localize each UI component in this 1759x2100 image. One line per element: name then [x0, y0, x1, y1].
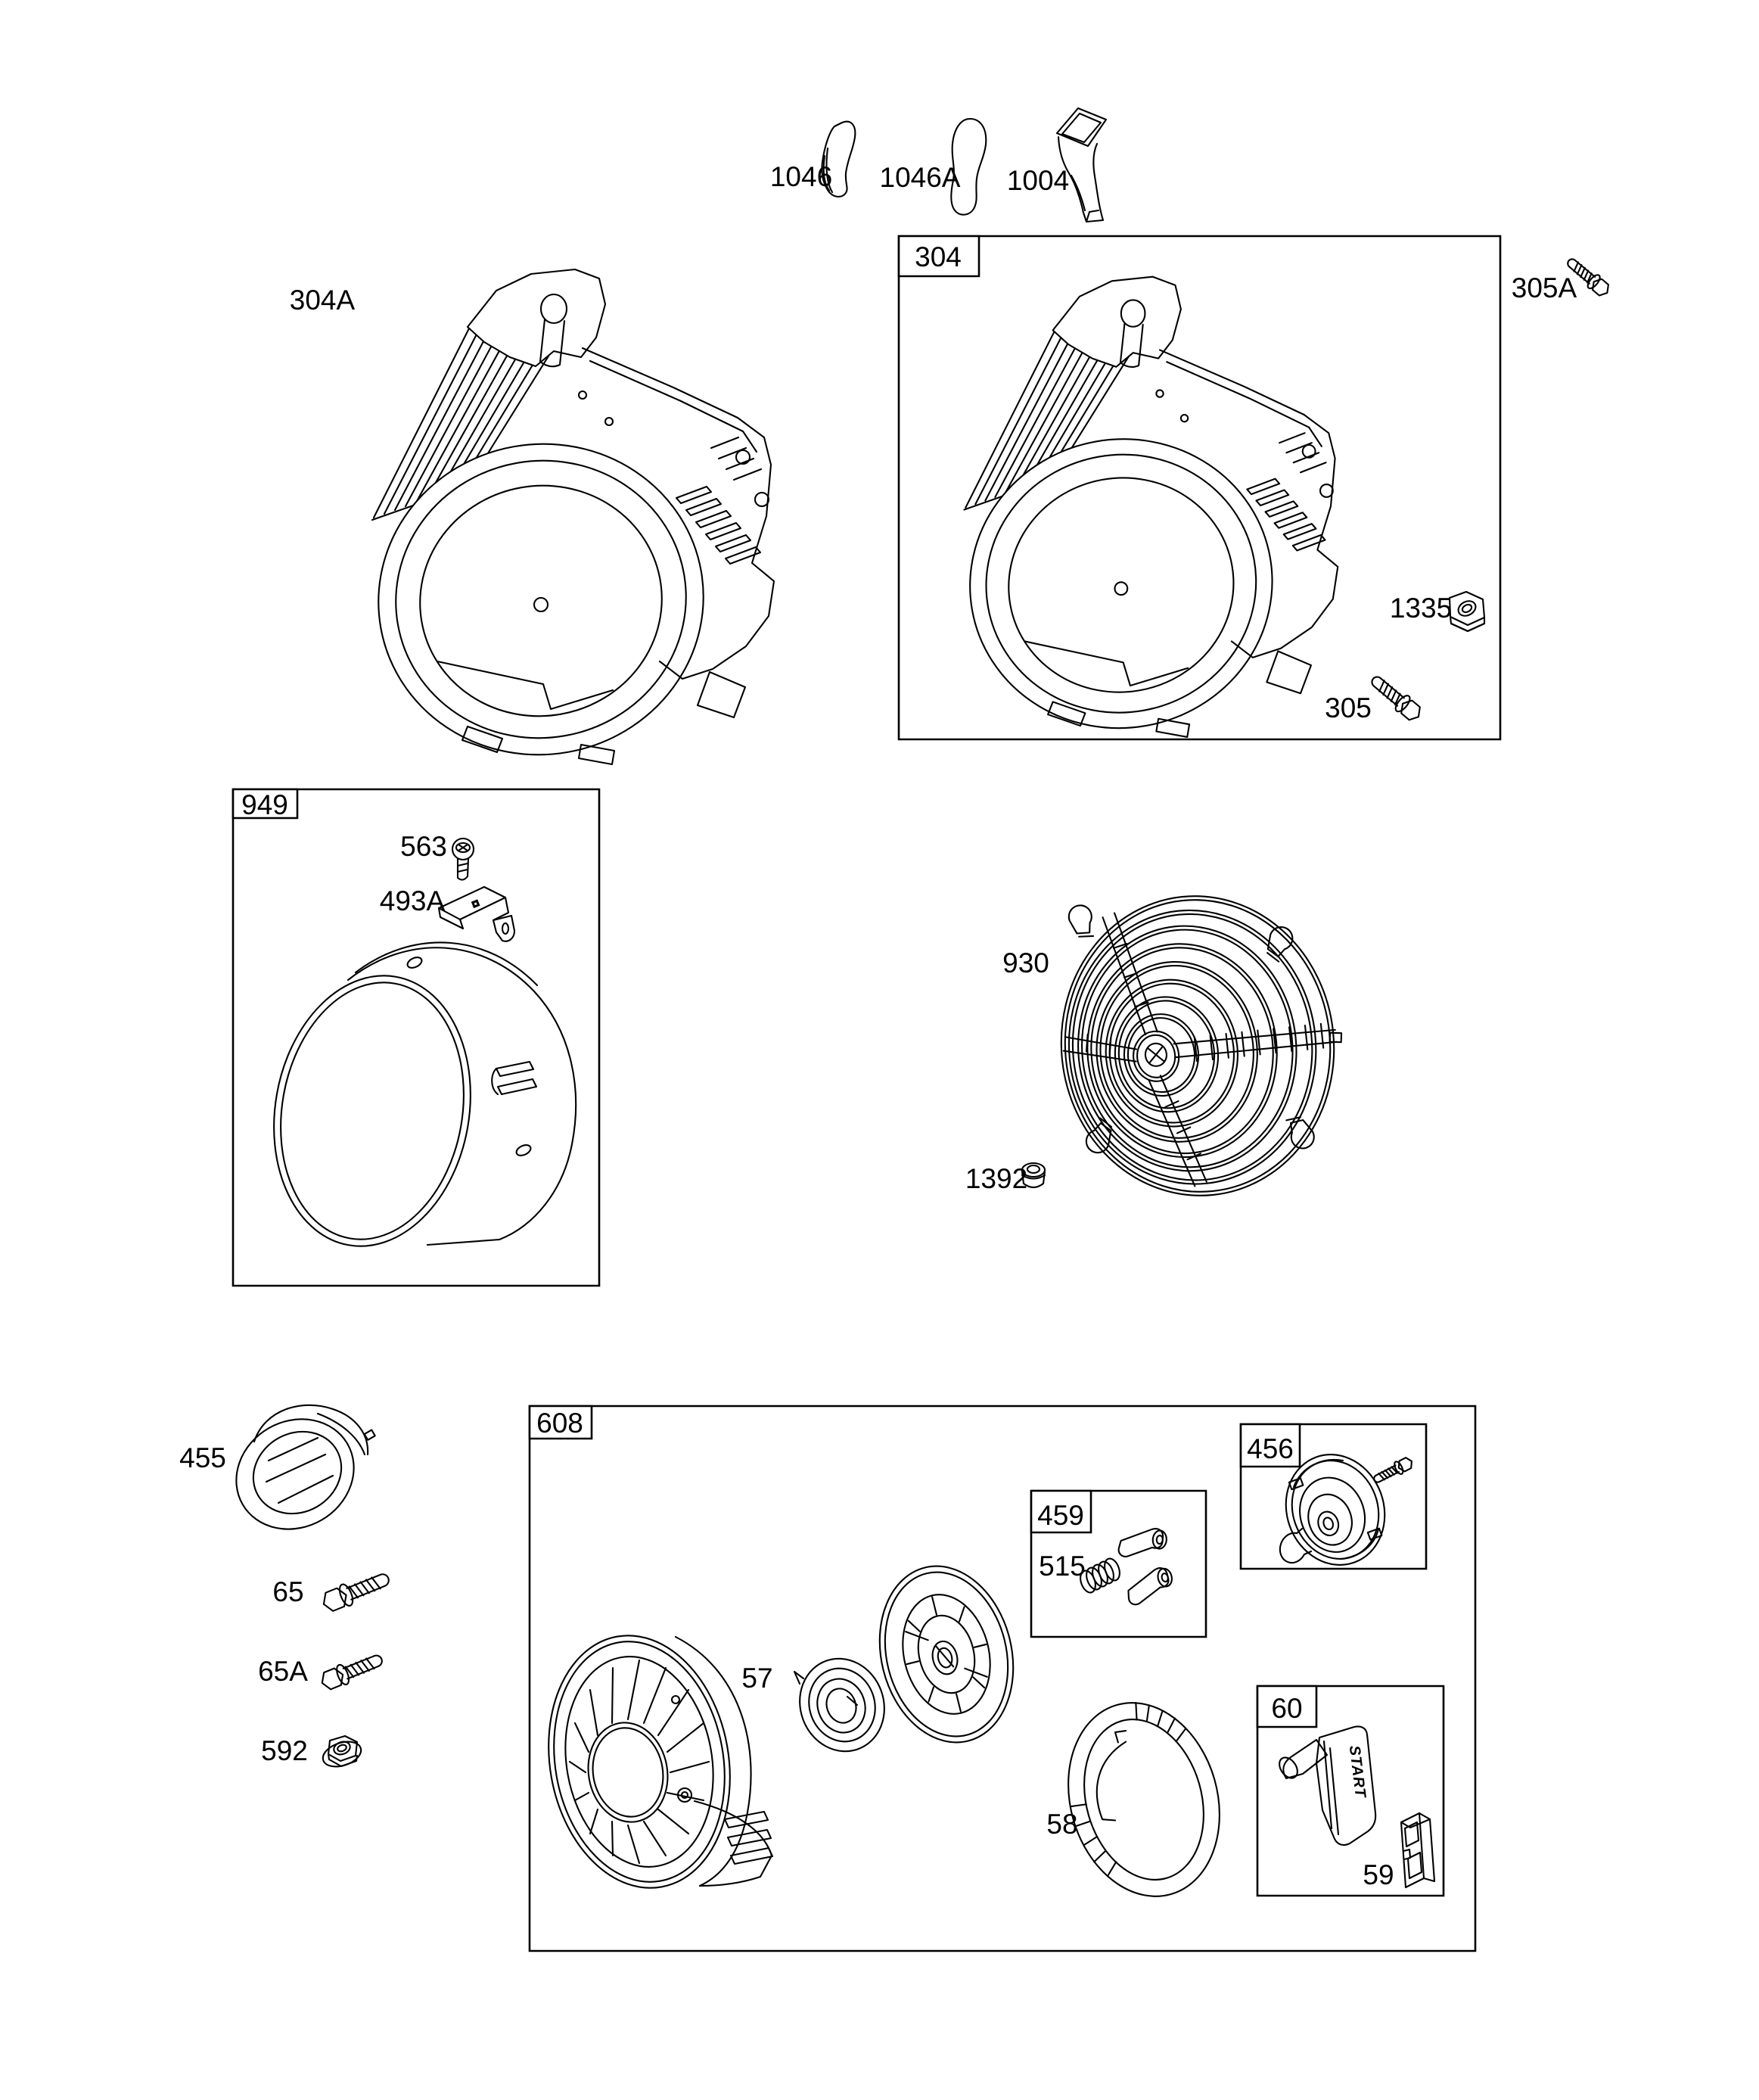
- part-563-screw-drawing: [452, 838, 474, 880]
- part-label-592: 592: [261, 1735, 308, 1766]
- part-pawl-lower-drawing: [1123, 1566, 1176, 1606]
- part-1335-nut-drawing: [1450, 592, 1484, 631]
- group-label-949: 949: [241, 789, 288, 820]
- part-65-bolt-drawing: [319, 1567, 393, 1614]
- part-949-drum-drawing: [253, 942, 576, 1262]
- group-box-60: [1257, 1686, 1444, 1896]
- part-pawl-upper-drawing: [1118, 1526, 1167, 1560]
- group-label-60: 60: [1271, 1693, 1303, 1724]
- group-label-456: 456: [1247, 1433, 1294, 1464]
- part-start-handle-drawing: [1276, 1726, 1375, 1845]
- part-label-930: 930: [1002, 947, 1049, 978]
- part-label-1335: 1335: [1389, 593, 1453, 624]
- part-label-304A: 304A: [289, 285, 356, 316]
- part-label-1046: 1046: [769, 161, 833, 192]
- part-label-58: 58: [1046, 1809, 1078, 1840]
- part-456-screw-drawing: [1372, 1455, 1415, 1486]
- part-pulley-drawing: [862, 1552, 1031, 1757]
- part-59-insert-drawing: [1401, 1813, 1434, 1887]
- part-592-nut-drawing: [320, 1736, 365, 1771]
- part-label-1004: 1004: [1006, 165, 1070, 196]
- part-label-515: 515: [1039, 1551, 1086, 1582]
- part-455-cup-drawing: [216, 1398, 375, 1550]
- part-304A-blower-housing-drawing: [354, 269, 774, 780]
- part-label-455: 455: [179, 1442, 226, 1473]
- part-305-screw-drawing: [1367, 671, 1425, 724]
- part-label-65A: 65A: [258, 1656, 308, 1687]
- part-58-starter-spring-drawing: [1046, 1685, 1242, 1914]
- group-box-456: [1241, 1424, 1426, 1569]
- group-box-608: [530, 1406, 1475, 1951]
- group-label-459: 459: [1037, 1500, 1084, 1531]
- part-label-305: 305: [1325, 692, 1372, 723]
- part-label-1046A: 1046A: [879, 162, 961, 193]
- part-65A-bolt-drawing: [319, 1649, 386, 1692]
- part-label-65: 65: [272, 1576, 304, 1607]
- group-label-304: 304: [915, 241, 962, 272]
- group-label-608: 608: [536, 1408, 583, 1439]
- part-label-1392: 1392: [965, 1163, 1028, 1194]
- part-57-rewind-spring-drawing: [787, 1647, 897, 1763]
- part-label-57: 57: [741, 1663, 773, 1694]
- part-label-59: 59: [1363, 1859, 1394, 1890]
- handle-start-text: START: [1345, 1744, 1369, 1800]
- part-label-493A: 493A: [379, 885, 446, 916]
- part-493A-bracket-drawing: [439, 887, 514, 941]
- part-304-blower-housing-drawing: [947, 277, 1338, 752]
- part-label-563: 563: [400, 831, 447, 862]
- part-starter-housing-drawing: [530, 1621, 772, 1902]
- part-930-fan-guard-drawing: [1046, 877, 1357, 1209]
- part-label-305A: 305A: [1511, 272, 1577, 303]
